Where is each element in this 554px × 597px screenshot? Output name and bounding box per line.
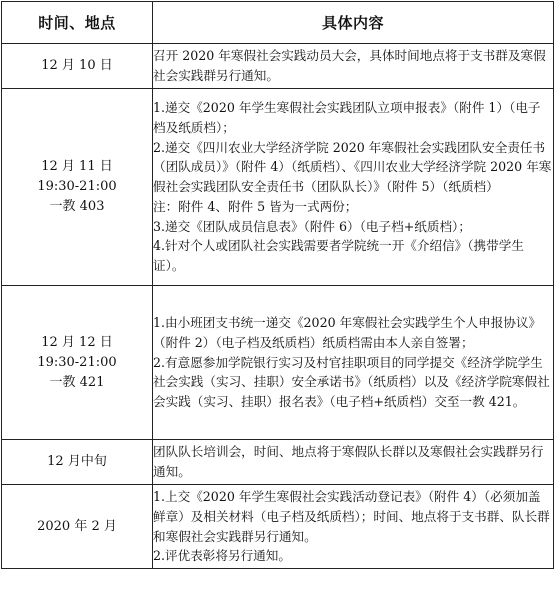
content-header: 具体内容 bbox=[153, 2, 554, 44]
location-line: 一教 403 bbox=[49, 199, 105, 214]
content-line: 1.上交《2020 年学生寒假社会实践活动登记表》（附件 4）（必须加盖鲜章）及相关材料（电子档及纸质档）；时间、地点将于支书群、队长群和寒假社会实践群另行通知。 bbox=[153, 489, 550, 544]
content-line: 1.递交《2020 年学生寒假社会实践团队立项申报表》（附件 1）（电子档及纸质档）； bbox=[153, 100, 541, 136]
time-line: 19:30-21:00 bbox=[37, 354, 117, 370]
content-line: 2.递交《四川农业大学经济学院 2020 年寒假社会实践团队安全责任书（团队成员）》（附件 4）（纸质档）、《四川农业大学经济学院 2020 年寒假社会实践团队安全责任书（团队队长）》（附件 5）（纸质档） bbox=[153, 139, 552, 195]
time-location-header: 时间、地点 bbox=[2, 2, 153, 44]
content-cell bbox=[153, 440, 554, 485]
time-line: 12 月 11 日 bbox=[41, 159, 113, 174]
content-line: 3.递交《团队成员信息表》（附件 6）（电子档+纸质档）； bbox=[153, 218, 471, 234]
content-line: 2.评优表彰将另行通知。 bbox=[153, 548, 291, 564]
table-row bbox=[2, 44, 554, 89]
time-line: 19:30-21:00 bbox=[37, 179, 117, 194]
content-line: 4.针对个人或团队社会实践需要者学院统一开《介绍信》（携带学生证）。 bbox=[153, 238, 524, 273]
content-line: 团队队长培训会，时间、地点将于寒假队长群以及寒假社会实践群另行通知。 bbox=[153, 444, 544, 479]
schedule-table bbox=[1, 1, 554, 569]
time-cell bbox=[2, 485, 153, 569]
location-line: 一教 421 bbox=[49, 374, 105, 390]
time-cell bbox=[2, 286, 153, 440]
time-line: 12 月 12 日 bbox=[41, 334, 113, 350]
time-line: 12 月中旬 bbox=[47, 454, 107, 469]
content-line: 1.由小班团支书统一递交《2020 年寒假社会实践学生个人申报协议》（附件 2）（电子档及纸质档）纸质档需由本人亲自签署； bbox=[153, 315, 542, 350]
content-cell bbox=[153, 485, 554, 569]
content-cell bbox=[153, 44, 554, 89]
time-line: 2020 年 2 月 bbox=[37, 518, 117, 534]
time-cell bbox=[2, 44, 153, 89]
content-cell bbox=[153, 89, 554, 286]
table-row bbox=[2, 440, 554, 485]
content-note: 注：附件 4、附件 5 皆为一式两份； bbox=[153, 198, 358, 214]
table-row bbox=[2, 485, 554, 569]
table-row bbox=[2, 286, 554, 440]
content-line: 2.有意愿参加学院银行实习及村官挂职项目的同学提交《经济学院学生社会实践（实习、挂职）安全承诺书》（纸质档）以及《经济学院寒假社会实践（实习、挂职）报名表》（电子档+纸质档）交至一教 421。 bbox=[153, 354, 550, 410]
time-cell bbox=[2, 89, 153, 286]
time-cell bbox=[2, 440, 153, 485]
table-header-row bbox=[2, 2, 554, 44]
time-line: 12 月 10 日 bbox=[41, 58, 113, 73]
content-line: 召开 2020 年寒假社会实践动员大会，具体时间地点将于支书群及寒假社会实践群另行通知。 bbox=[153, 48, 546, 83]
table-row bbox=[2, 89, 554, 286]
content-cell bbox=[153, 286, 554, 440]
